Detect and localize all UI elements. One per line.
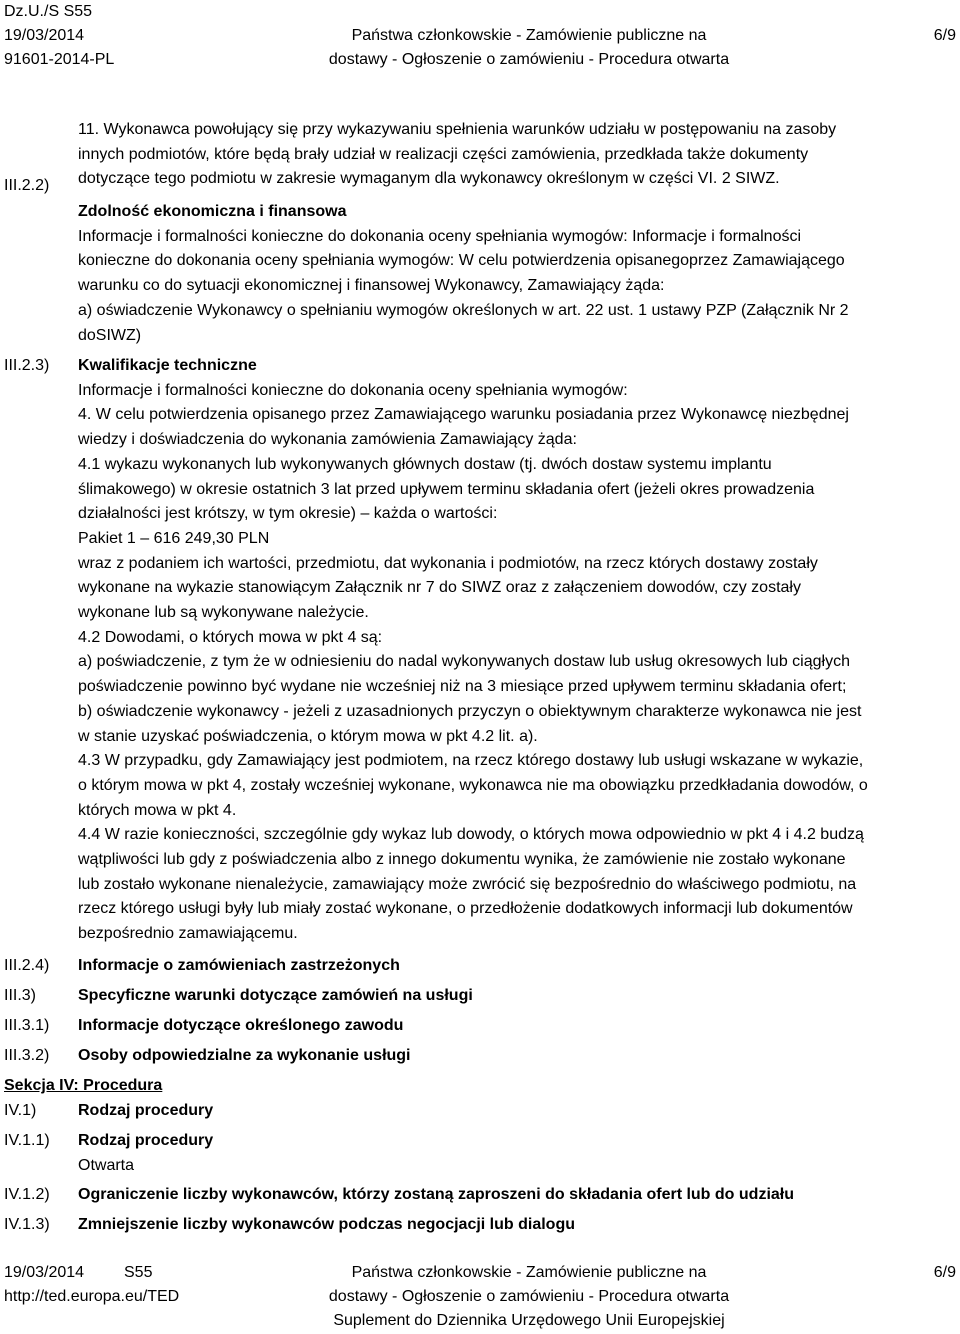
section-number: III.3.1) <box>4 1017 50 1034</box>
page-footer <box>4 1261 956 1334</box>
section-number: III.2.3) <box>4 357 50 374</box>
section-number: IV.1) <box>4 1102 37 1119</box>
footer-series: S55 <box>124 1264 153 1281</box>
section-title: Zdolność ekonomiczna i finansowa <box>78 203 347 220</box>
text-line: dotyczące tego podmiotu w zakresie wymaganym dla wykonawcy określonym w części VI. 2 SIWZ. <box>78 170 780 188</box>
section-title: Osoby odpowiedzialne za wykonanie usługi <box>78 1047 411 1064</box>
section-iv-heading: Sekcja IV: Procedura <box>4 1077 163 1094</box>
procedure-value: Otwarta <box>78 1156 135 1174</box>
section-number: III.2.2) <box>4 177 50 194</box>
header-center <box>289 24 769 72</box>
text-line: Informacje i formalności konieczne do dokonania oceny spełniania wymogów: <box>78 381 628 399</box>
text-line: 4.1 wykazu wykonanych lub wykonywanych głównych dostaw (tj. dwóch dostaw systemu implantu <box>78 455 772 473</box>
section-title: Ograniczenie liczby wykonawców, którzy zostaną zaproszeni do składania ofert lub do udziału <box>78 1186 794 1203</box>
section-number: IV.1.3) <box>4 1216 50 1233</box>
notice-id: 91601-2014-PL <box>4 51 115 68</box>
text-line: 4.3 W przypadku, gdy Zamawiający jest podmiotem, na rzecz którego dostawy lub usługi wskazane w wykazie, <box>78 752 864 770</box>
text-line: a) poświadczenie, z tym że w odniesieniu do nadal wykonywanych dostaw lub usług okresowych lub ciągłych <box>78 653 850 671</box>
text-line: ślimakowego) w okresie ostatnich 3 lat przed upływem terminu składania ofert (jeżeli okres prowadzenia <box>78 480 815 498</box>
header-title-line2: dostawy - Ogłoszenie o zamówieniu - Procedura otwarta <box>328 51 730 68</box>
section-title: Informacje dotyczące określonego zawodu <box>78 1017 404 1034</box>
section-title: Specyficzne warunki dotyczące zamówień na usługi <box>78 987 473 1004</box>
text-line: 11. Wykonawca powołujący się przy wykazywaniu spełnienia warunków udziału w postępowaniu na zasoby <box>78 121 837 138</box>
footer-left <box>4 1261 179 1309</box>
text-line: o którym mowa w pkt 4, zostały wcześniej wykonane, wykonawca nie ma obowiązku przedkładania dowodów, o <box>78 776 868 794</box>
text-line: Pakiet 1 – 616 249,30 PLN <box>78 529 270 547</box>
text-line: warunku co do sytuacji ekonomicznej i finansowej Wykonawcy, Zamawiający żąda: <box>78 277 665 295</box>
text-line: doSIWZ) <box>78 326 142 344</box>
page-header <box>4 0 956 70</box>
text-line: Informacje i formalności konieczne do dokonania oceny spełniania wymogów: Informacje i formalności <box>78 227 802 245</box>
text-line: b) oświadczenie wykonawcy - jeżeli z uzasadnionych przyczyn o obiektywnym charakterze wykonawca nie jest <box>78 702 862 720</box>
footer-date: 19/03/2014 <box>4 1264 85 1281</box>
text-line: poświadczenie powinno być wydane nie wcześniej niż na 3 miesiące przed upływem terminu składania ofert; <box>78 678 847 696</box>
text-line: bezpośrednio zamawiającemu. <box>78 925 298 943</box>
header-title-line1: Państwa członkowskie - Zamówienie publiczne na <box>351 27 707 44</box>
journal-id: Dz.U./S S55 <box>4 3 93 20</box>
text-line: rzecz którego usługi były lub miały zostać wykonane, o przedłożenie dodatkowych informacji lub dokumentów <box>78 900 853 918</box>
header-page-number: 6/9 <box>933 27 956 44</box>
footer-page-number: 6/9 <box>933 1264 956 1281</box>
text-line: 4.4 W razie konieczności, szczególnie gdy wykaz lub dowody, o których mowa odpowiednio w pkt 4 i 4.2 budzą <box>78 826 864 844</box>
header-date: 19/03/2014 <box>4 27 85 44</box>
text-line: wątpliwości lub gdy z poświadczenia albo z innego dokumentu wynika, że zamówienie nie zostało wykonane <box>78 851 846 869</box>
text-line: wykonane na wykazie stanowiącym Załącznik nr 7 do SIWZ oraz z załączeniem dowodów, czy zostały <box>78 579 801 597</box>
text-line: których mowa w pkt 4. <box>78 801 237 819</box>
text-line: konieczne do dokonania oceny spełniania wymogów: W celu potwierdzenia opisanegoprzez Zamawiającego <box>78 252 845 270</box>
section-number: IV.1.2) <box>4 1186 50 1203</box>
text-line: działalności jest krótszy, w tym okresie) – każda o wartości: <box>78 505 498 523</box>
footer-title-line2: dostawy - Ogłoszenie o zamówieniu - Procedura otwarta <box>328 1288 730 1305</box>
footer-url[interactable]: http://ted.europa.eu/TED <box>4 1288 180 1305</box>
section-title: Rodzaj procedury <box>78 1102 214 1119</box>
text-line: 4.2 Dowodami, o których mowa w pkt 4 są: <box>78 628 383 646</box>
text-line: wraz z podaniem ich wartości, przedmiotu, dat wykonania i podmiotów, na rzecz których dostawy zostały <box>78 554 818 572</box>
section-title: Kwalifikacje techniczne <box>78 357 257 374</box>
section-title: Rodzaj procedury <box>78 1132 214 1149</box>
text-line: w stanie uzyskać poświadczenia, o którym mowa w pkt 4.2 lit. a). <box>78 727 538 745</box>
section-title: Informacje o zamówieniach zastrzeżonych <box>78 957 400 974</box>
footer-center <box>289 1261 769 1333</box>
section-number: III.2.4) <box>4 957 50 974</box>
text-line: wykonane lub są wykonywane należycie. <box>78 604 369 622</box>
section-number: IV.1.1) <box>4 1132 50 1149</box>
text-line: innych podmiotów, które będą brały udział w realizacji części zamówienia, przedkłada także dokumenty <box>78 145 809 163</box>
footer-title-line3: Suplement do Dziennika Urzędowego Unii Europejskiej <box>333 1312 725 1329</box>
section-number: III.3) <box>4 987 37 1004</box>
text-line: wiedzy i doświadczenia do wykonania zamówienia Zamawiający żąda: <box>78 431 577 449</box>
text-line: lub zostało wykonane nienależycie, zamawiający może zwrócić się bezpośrednio do właściwego podmiotu, na <box>78 875 857 893</box>
text-line: a) oświadczenie Wykonawcy o spełnianiu wymogów określonych w art. 22 ust. 1 ustawy PZP (Załącznik Nr 2 <box>78 301 849 319</box>
text-line: 4. W celu potwierdzenia opisanego przez Zamawiającego warunku posiadania przez Wykonawcę niezbędnej <box>78 406 849 424</box>
section-title: Zmniejszenie liczby wykonawców podczas negocjacji lub dialogu <box>78 1216 575 1233</box>
footer-title-line1: Państwa członkowskie - Zamówienie publiczne na <box>351 1264 707 1281</box>
section-number: III.3.2) <box>4 1047 50 1064</box>
header-left <box>4 0 114 72</box>
